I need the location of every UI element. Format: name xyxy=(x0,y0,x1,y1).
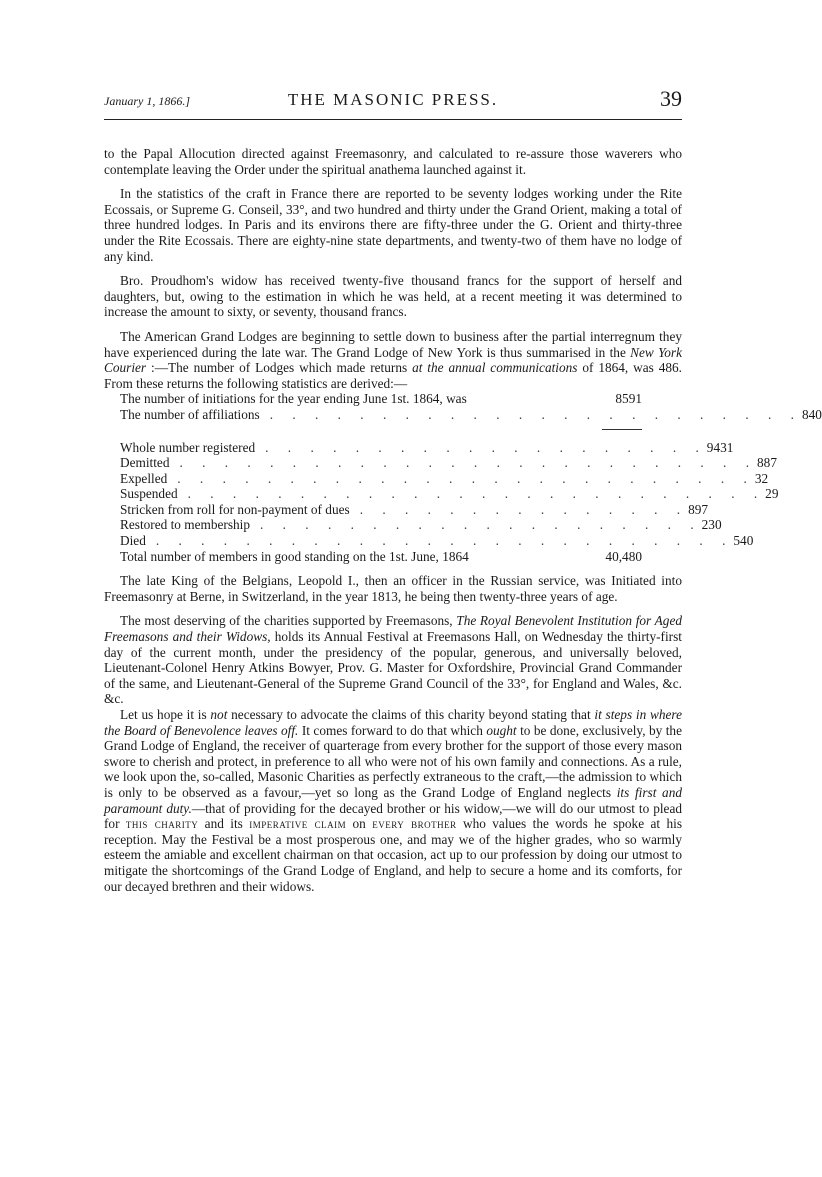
paragraph-benevolent-institution: The most deserving of the charities supported by Freemasons, The Royal Benevolent Institution for Aged Freemasons and their Widows, holds its Annual Festival at Freemasons Hall, on Wednesday the thirty-first day of the current month, under the presidency of the popular, generous, and universally beloved, Lieutenant-Colonel Henry Atkins Bowyer, Prov. G. Master for Oxfordshire, Provincial Grand Commander of the same, and Lieutenant-General of the Supreme Grand Council of the 33°, for England and Wales, &c. &c. xyxy=(104,613,682,707)
stat-row: The number of initiations for the year ending June 1st. 1864, was 8591 xyxy=(120,391,642,407)
stat-row: Died . . . . . . . . . . . . . . . . . . . . . . . . . . 540 xyxy=(120,533,754,549)
page-header xyxy=(104,86,682,114)
statistics-table xyxy=(104,391,822,564)
paragraph-king-belgians: The late King of the Belgians, Leopold I., then an officer in the Russian service, was Initiated into Freemasonry at Berne, in Switzerland, in the year 1813, he being then twenty-three years of age. xyxy=(104,573,682,604)
header-title: THE MASONIC PRESS. xyxy=(287,90,499,109)
header-date: January 1, 1866.] xyxy=(104,94,190,108)
stat-row-total: Total number of members in good standing on the 1st. June, 1864 40,480 xyxy=(120,548,642,564)
paragraph-proudhom-widow: Bro. Proudhom's widow has received twenty-five thousand francs for the support of herself and daughters, but, owing to the estimation in which he was held, at a recent meeting it was determined to increase the amount to sixty, or seventy, thousand francs. xyxy=(104,273,682,320)
stat-row: Restored to membership . . . . . . . . . . . . . . . . . . . . 230 xyxy=(120,517,722,533)
article-body xyxy=(104,146,822,903)
paragraph-charity-appeal: Let us hope it is not necessary to advocate the claims of this charity beyond stating that it steps in where the Board of Benevolence leaves off. It comes forward to do that which ought to be done, exclusively, by the Grand Lodge of England, the receiver of quarterage from every brother for the support of those every mason swore to cherish and protect, in preference to all who were not of his own family and connections. As a rule, we look upon the, so-called, Masonic Charities as perfectly extraneous to the craft,—the admission to which is only to be observed as a favour,—yet so long as the Grand Lodge of England neglects its first and paramount duty.—that of providing for the decayed brother or his widow,—we will do our utmost to plead for this charity and its imperative claim on every brother who values the words he spoke at his reception. May the Festival be a most prosperous one, and may we of the higher grades, who so warmly esteem the amiable and excellent chairman on that occasion, act up to our profession by doing our utmost to mitigate the shortcomings of the Grand Lodge of England, and help to secure a home and its comforts, for our decayed brethren and their widows. xyxy=(104,707,683,894)
page-number: 39 xyxy=(660,86,682,111)
stat-row: Suspended . . . . . . . . . . . . . . . . . . . . . . . . . . 29 xyxy=(120,486,779,502)
paragraph-papal-allocution: to the Papal Allocution directed against Freemasonry, and calculated to re-assure those waverers who contemplate leaving the Order under the spiritual anathema launched against it. xyxy=(104,146,682,177)
sum-rule xyxy=(602,429,642,430)
stat-row: Stricken from roll for non-payment of dues . . . . . . . . . . . . . . . 897 xyxy=(120,501,709,517)
stat-row: The number of affiliations . . . . . . . . . . . . . . . . . . . . . . . . 840 xyxy=(120,406,822,422)
paragraph-american-lodges: The American Grand Lodges are beginning to settle down to business after the partial interregnum they have experienced during the late war. The Grand Lodge of New York is thus summarised in the New York Courier :—The number of Lodges which made returns at the annual communications of 1864, was 486. From these returns the following statistics are derived:— xyxy=(104,328,683,391)
header-rule xyxy=(104,119,682,120)
stat-row: Demitted . . . . . . . . . . . . . . . . . . . . . . . . . . 887 xyxy=(120,455,777,471)
paragraph-france-statistics: In the statistics of the craft in France there are reported to be seventy lodges working under the Rite Ecossais, or Supreme G. Conseil, 33°, and two hundred and thirty under the Grand Orient, making a total of three hundred lodges. In Paris and its environs there are fifty-three under the G. Orient and thirty-three under the Rite Ecossais. There are eighty-nine state departments, and twenty-two of them have no lodge of any kind. xyxy=(104,186,682,264)
stat-row: Whole number registered . . . . . . . . . . . . . . . . . . . . 9431 xyxy=(120,439,734,455)
stat-row: Expelled . . . . . . . . . . . . . . . . . . . . . . . . . . 32 xyxy=(120,470,769,486)
